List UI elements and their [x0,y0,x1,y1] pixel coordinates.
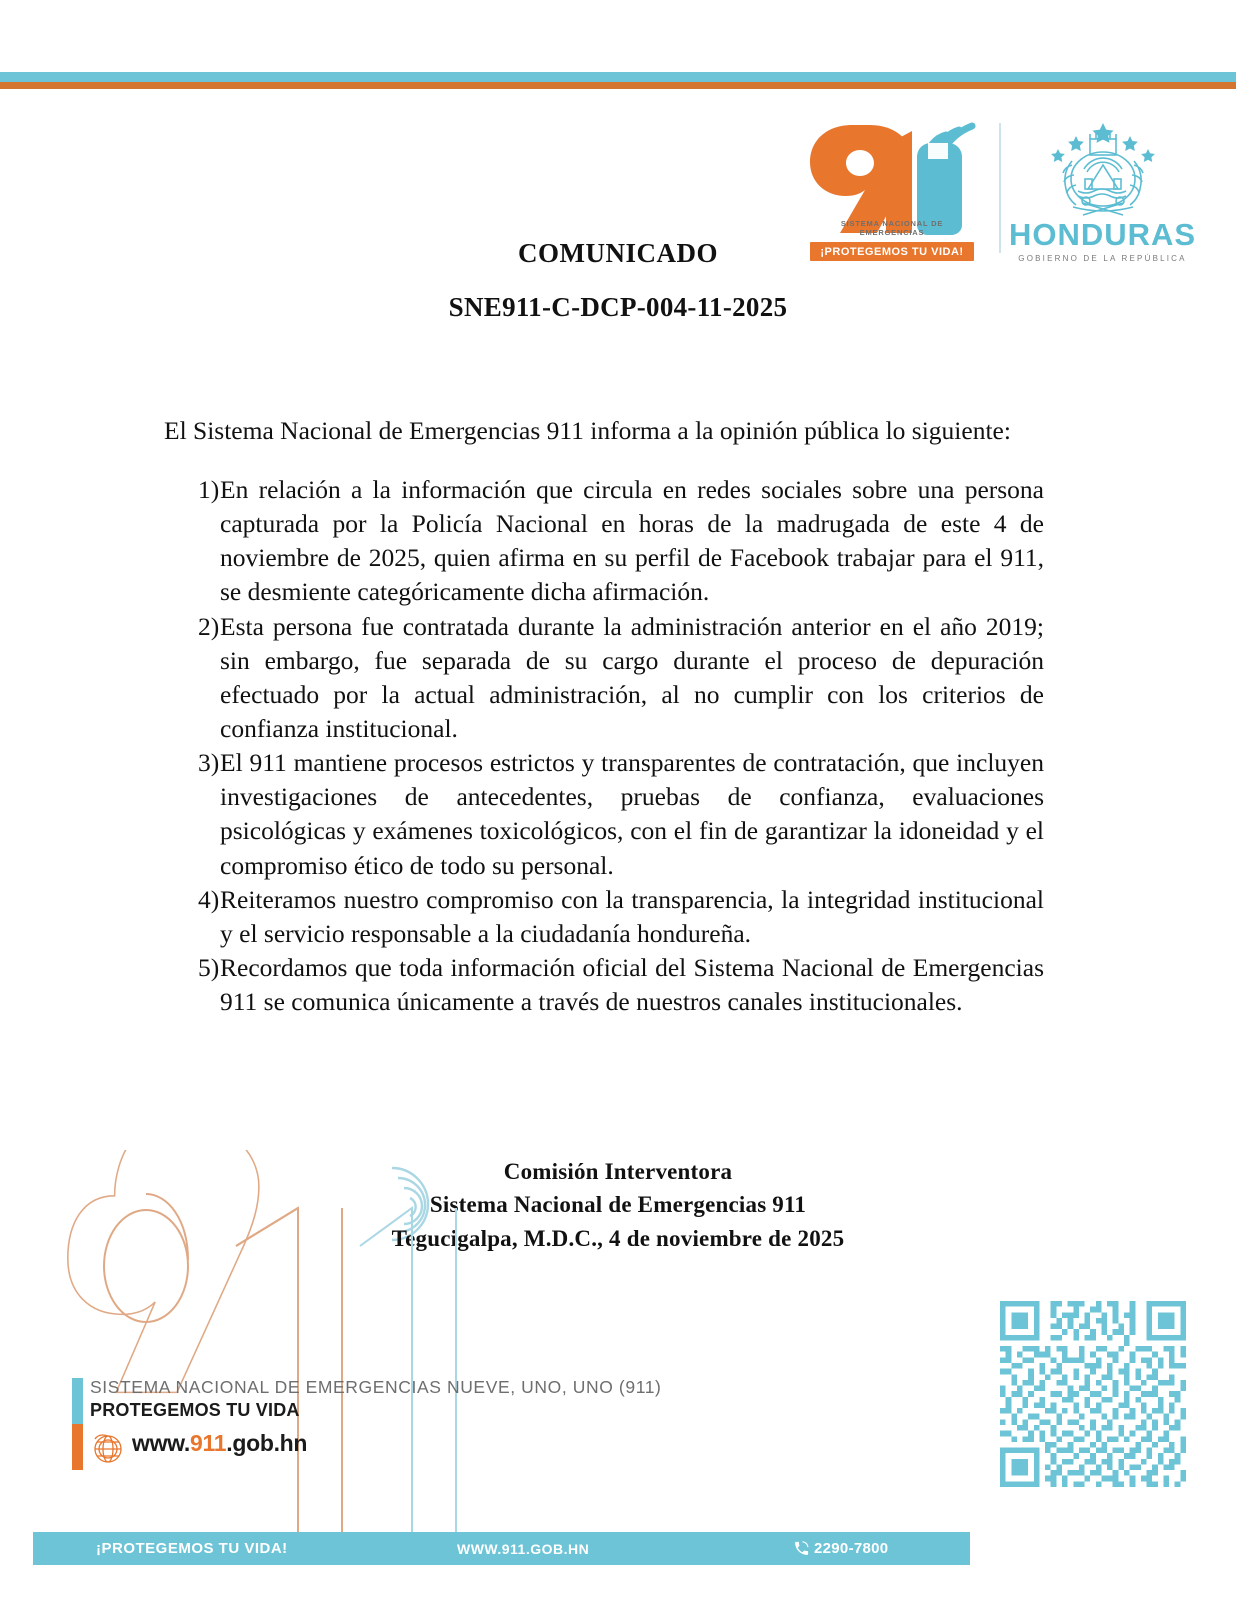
signature-line-1: Comisión Interventora [503,1159,733,1184]
footer-url[interactable] [132,1430,307,1457]
phone-icon [793,1540,810,1557]
logo-divider [999,123,1001,253]
honduras-wordmark: HONDURAS [1008,217,1197,252]
footer-accent-orange [72,1424,83,1470]
globe-icon [88,1427,128,1467]
footer-bottom-bar [33,1532,970,1565]
list-item-text: Reiteramos nuestro compromiso con la transparencia, la integridad institucional y el servicio responsable a la ciudadanía hondureña. [220,884,1044,948]
list-item-number: 2) [198,611,220,641]
logo-911-tagline: SISTEMA NACIONAL DE EMERGENCIAS [840,219,944,237]
footer-slogan: PROTEGEMOS TU VIDA [90,1400,300,1420]
logo-911-badge-text: ¡PROTEGEMOS TU VIDA! [820,245,964,258]
list-item [164,473,1044,610]
list-item-number: 3) [198,748,220,778]
list-item-text: Recordamos que toda información oficial del Sistema Nacional de Emergencias 911 se comunica únicamente a través de nuestros canales institucionales. [220,953,1044,1017]
signature-line-3: Tegucigalpa, M.D.C., 4 de noviembre de 2025 [391,1225,845,1251]
list-item-text: El 911 mantiene procesos estrictos y transparentes de contratación, que incluyen investigaciones de antecedentes, pruebas de confianza, evaluaciones psicológicas y exámenes toxicológicos, con el fin de garantizar la idoneidad y el compromiso ético de todo su personal. [220,748,1044,880]
footer-bar-slogan: ¡PROTEGEMOS TU VIDA! [96,1540,288,1557]
intro-paragraph: El Sistema Nacional de Emergencias 911 informa a la opinión pública lo siguiente: [164,415,1011,445]
list-item [164,746,1044,883]
signature-line-2: Sistema Nacional de Emergencias 911 [429,1192,807,1218]
footer-url-prefix: www. [132,1430,191,1456]
footer-bar-url[interactable]: WWW.911.GOB.HN [457,1540,590,1557]
list-item-number: 4) [198,884,220,914]
footer-institution-line: SISTEMA NACIONAL DE EMERGENCIAS NUEVE, UNO, UNO (911) [90,1377,662,1397]
qr-code[interactable] [1000,1296,1186,1492]
document-reference: SNE911-C-DCP-004-11-2025 [448,292,788,322]
footer-url-number: 911 [190,1430,227,1456]
list-item [164,883,1044,951]
signature-block [0,1155,1236,1255]
list-item-number: 1) [198,474,220,504]
footer-url-suffix: .gob.hn [226,1430,308,1456]
list-item-text: Esta persona fue contratada durante la administración anterior en el año 2019; sin embargo, fue separada de su cargo durante el proceso de depuración efectuado por la actual administración, al no cumplir con los criterios de confianza institucional. [220,611,1044,743]
list-item [164,951,1044,1019]
document-body [164,388,1044,1019]
footer-accent-teal [72,1378,83,1424]
honduras-coat-of-arms-icon [1028,119,1178,219]
list-item-number: 5) [198,953,220,983]
footer-accent-bar [72,1378,83,1470]
top-orange-rule [0,82,1236,89]
list-item-text: En relación a la información que circula en redes sociales sobre una persona capturada por la Policía Nacional en horas de la madrugada de este 4 de noviembre de 2025, quien afirma en su perfil de Facebook trabajar para el 911, se desmiente categóricamente dicha afirmación. [220,474,1044,607]
honduras-subtitle: GOBIERNO DE LA REPÚBLICA [1018,254,1187,263]
list-item [164,610,1044,747]
footer-bar-phone: 2290-7800 [814,1540,889,1557]
page-title: COMUNICADO [518,238,718,268]
footer-bar-phone-group [793,1540,888,1557]
numbered-list [164,473,1044,1020]
top-teal-rule [0,72,1236,82]
